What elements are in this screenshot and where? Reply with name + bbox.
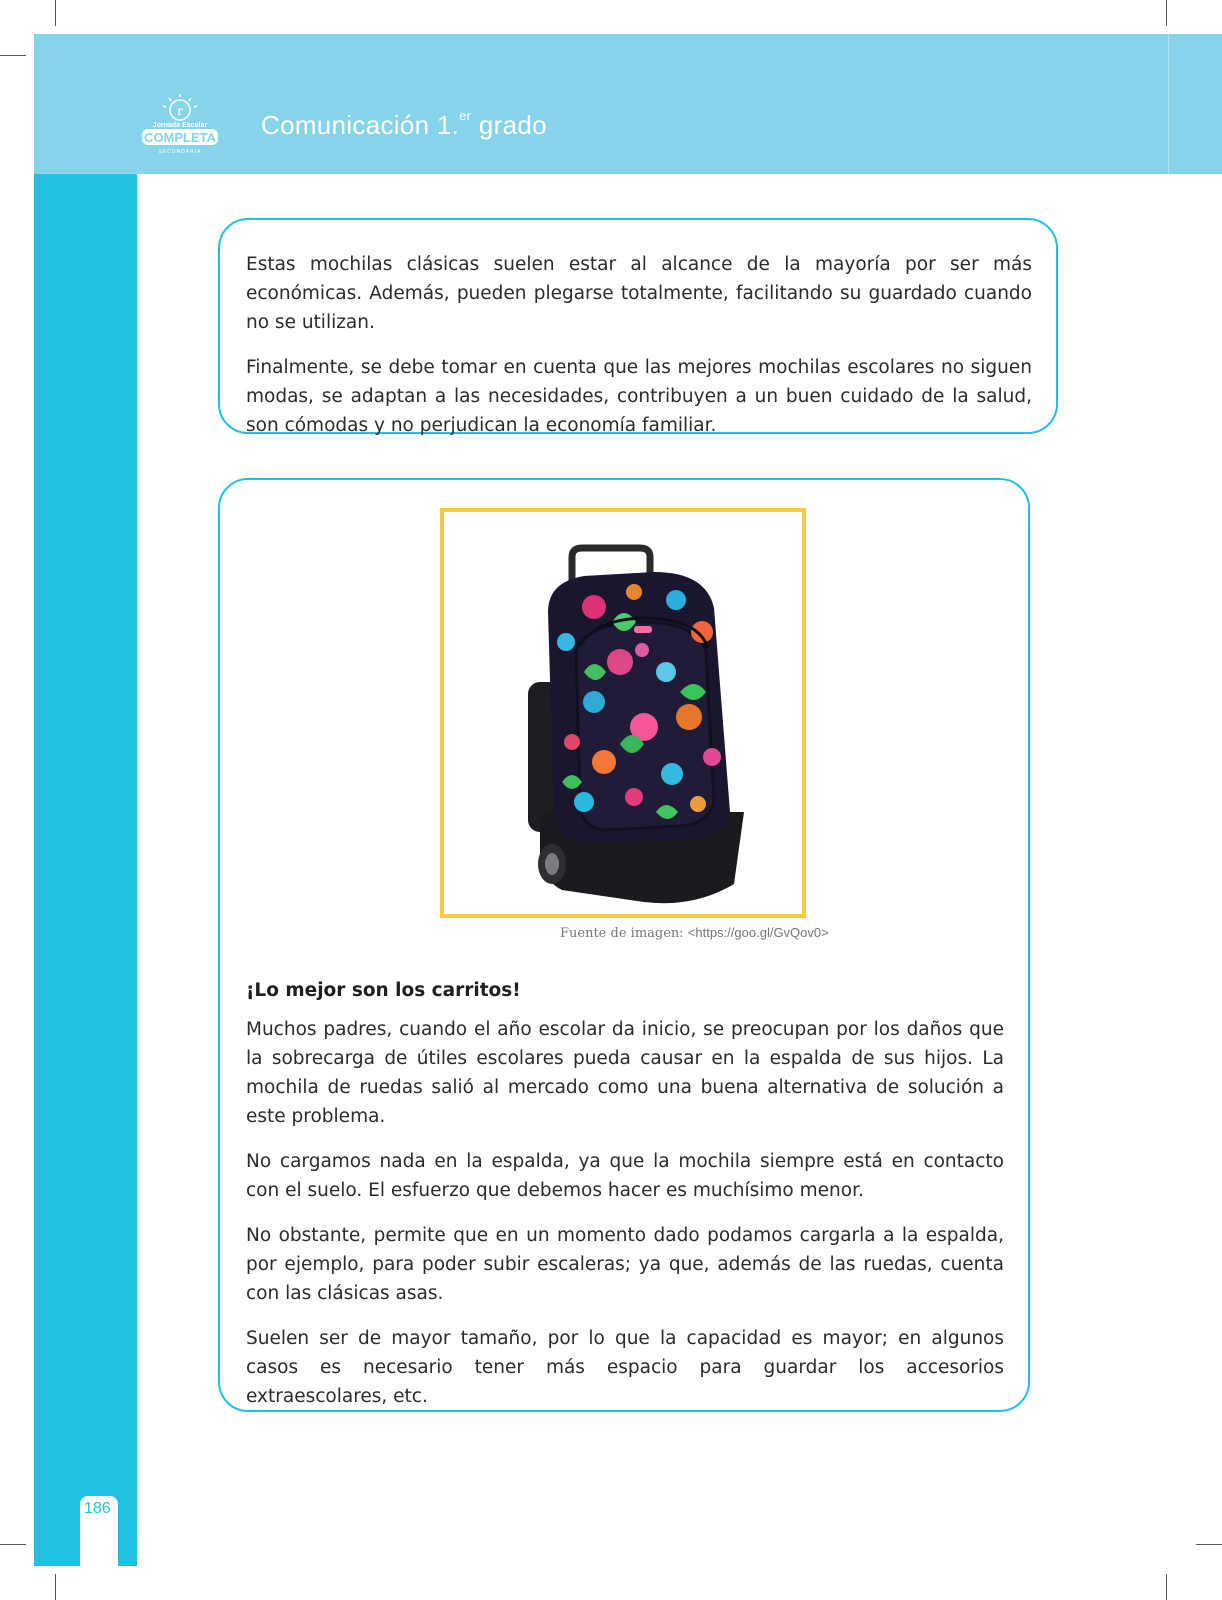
crop-mark xyxy=(55,0,56,26)
intro-text-content xyxy=(246,250,1032,440)
crop-mark xyxy=(1196,1544,1222,1545)
intro-paragraph: Estas mochilas clásicas suelen estar al alcance de la mayoría por ser más económicas. Además, pueden plegarse totalmente, facilitando su guardado cuando no se utilizan. xyxy=(246,254,1032,333)
header-title-tail: grado xyxy=(471,110,547,140)
crop-mark xyxy=(55,1574,56,1600)
caption-url: <https://goo.gl/GvQov0> xyxy=(687,925,829,940)
header-title-sup: er xyxy=(459,108,472,124)
left-sidebar-band xyxy=(34,174,137,1566)
svg-text:r: r xyxy=(177,104,183,118)
rolling-backpack-image xyxy=(444,512,802,914)
crop-mark xyxy=(0,55,26,56)
main-text-content xyxy=(246,980,1004,1411)
crop-mark xyxy=(0,1544,26,1545)
body-paragraph: Muchos padres, cuando el año escolar da inicio, se preocupan por los daños que la sobrecarga de útiles escolares pueda causar en la espalda de sus hijos. La mochila de ruedas salió al mercado como una buena alternativa de solución a este problema. xyxy=(246,1019,1004,1127)
image-caption xyxy=(560,925,829,941)
caption-label: Fuente de imagen: xyxy=(560,926,688,941)
jornada-escolar-logo xyxy=(140,92,220,158)
intro-paragraph: Finalmente, se debe tomar en cuenta que las mejores mochilas escolares no siguen modas, se adaptan a las necesidades, contribuyen a un buen cuidado de la salud, son cómodas y no perjudican la economía familiar. xyxy=(246,357,1032,436)
svg-text:Jornada Escolar: Jornada Escolar xyxy=(152,122,208,129)
backpack-photo-frame xyxy=(440,508,806,918)
body-paragraph: No cargamos nada en la espalda, ya que la mochila siempre está en contacto con el suelo. El esfuerzo que debemos hacer es muchísimo menor. xyxy=(246,1151,1004,1201)
section-heading: ¡Lo mejor son los carritos! xyxy=(246,980,521,1001)
header-band-edge xyxy=(1168,34,1222,174)
crop-mark xyxy=(1166,0,1167,26)
svg-text:SECUNDARIA: SECUNDARIA xyxy=(158,149,202,155)
body-paragraph: No obstante, permite que en un momento dado podamos cargarla a la espalda, por ejemplo, para poder subir escaleras; ya que, además de las ruedas, cuenta con las clásicas asas. xyxy=(246,1225,1004,1304)
header-title-main: Comunicación 1. xyxy=(261,110,460,140)
crop-mark xyxy=(1166,1574,1167,1600)
intro-text-box xyxy=(218,218,1058,434)
svg-text:COMPLETA: COMPLETA xyxy=(144,130,216,145)
page-number-tab xyxy=(80,1496,118,1566)
body-paragraph: Suelen ser de mayor tamaño, por lo que la capacidad es mayor; en algunos casos es necesario tener más espacio para guardar los accesorios extraescolares, etc. xyxy=(246,1328,1004,1407)
page-number: 186 xyxy=(84,1500,111,1517)
header-title xyxy=(261,110,547,141)
